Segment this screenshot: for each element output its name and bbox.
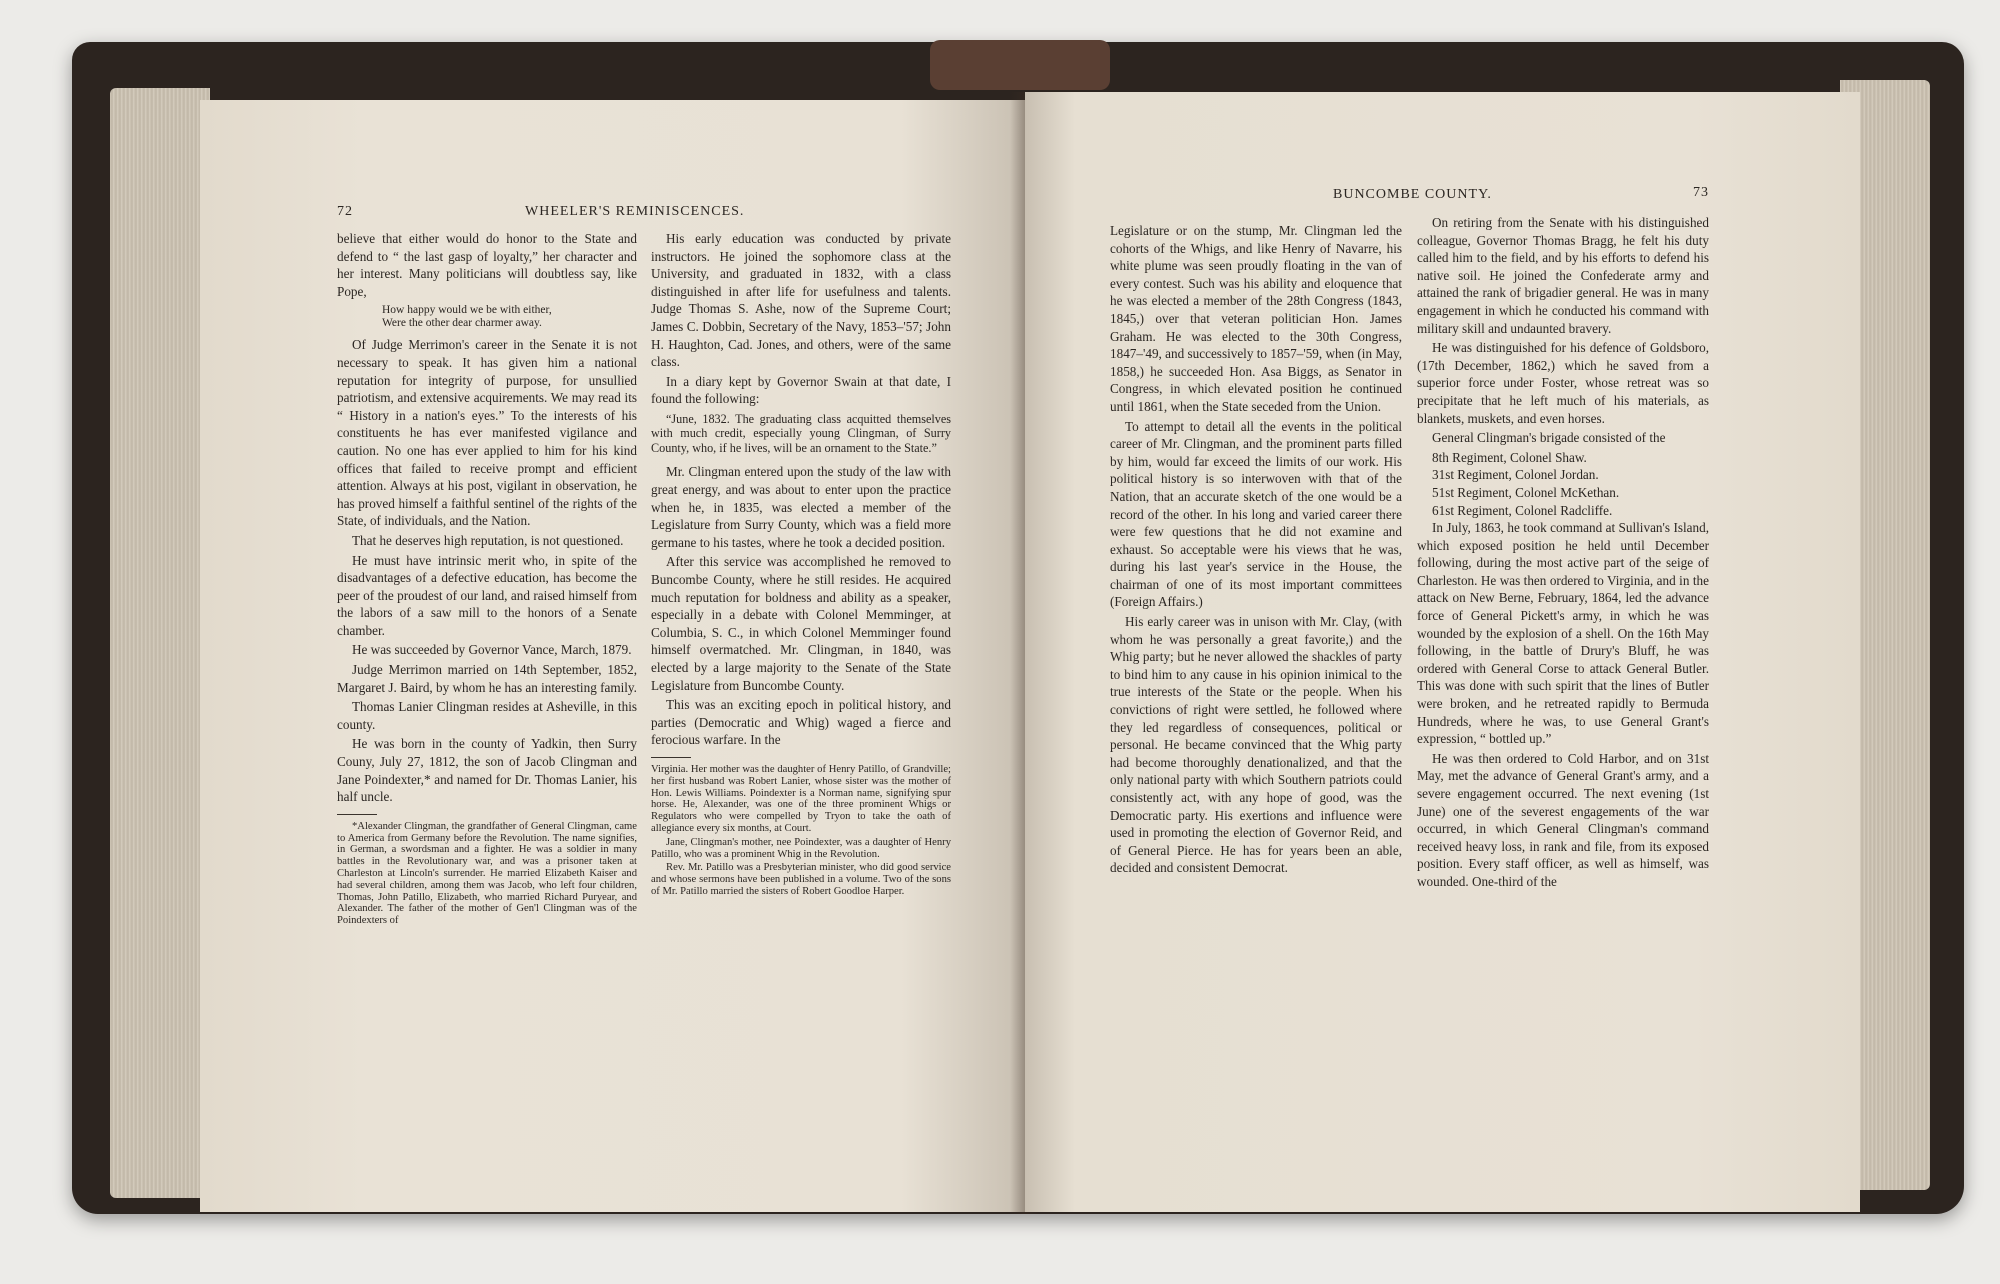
paragraph: Mr. Clingman entered upon the study of the law with great energy, and was about to enter upon the practice when he, in 1835, was elected a member of the Legislature from Surry County, which was a field more germane to his tastes, where he took a decided position. xyxy=(651,464,951,550)
paragraph: He was then ordered to Cold Harbor, and on 31st May, met the advance of General Grant's army, and a severe engagement occurred. The next evening (1st June) one of the severest engagements of the war occurred, in which General Clingman's command received heavy loss, in rank and file, from its exposed position. Every staff officer, as well as himself, was wounded. One-third of the xyxy=(1417,750,1709,889)
footnote: Virginia. Her mother was the daughter of Henry Patillo, of Grandville; her first husband was Robert Lanier, whose sister was the mother of Hon. Lewis Williams. Poindexter is a Norman name, signifying spur horse. He, Alexander, was one of the three prominent Whigs or Regulators who were compelled by Tryon to take the oath of allegiance every six months, at Court. xyxy=(651,763,951,834)
paragraph: That he deserves high reputation, is not questioned. xyxy=(352,532,624,548)
paragraph: After this service was accomplished he removed to Buncombe County, where he still resides. He acquired much reputation for boldness and ability as a speaker, especially in a debate with Colonel Memminger, at Columbia, S. C., in which Colonel Memminger found himself overmatched. Mr. Clingman, in 1840, was elected by a large majority to the Senate of the State Legislature from Buncombe County. xyxy=(651,554,951,693)
footnote: Rev. Mr. Patillo was a Presbyterian minister, who did good service and whose sermons have been published in a volume. Two of the sons of Mr. Patillo married the sisters of Robert Goodloe Harper. xyxy=(651,862,951,897)
verse-line: Were the other dear charmer away. xyxy=(382,317,542,330)
left-column-2 xyxy=(651,230,951,900)
regiment-list-item: 51st Regiment, Colonel McKethan. xyxy=(1432,484,1620,500)
paragraph: General Clingman's brigade consisted of the xyxy=(1432,430,1666,446)
paragraph: Legislature or on the stump, Mr. Clingman led the cohorts of the Whigs, and like Henry of Navarre, his white plume was seen proudly floating in the van of every contest. Such was his ability and eloquence that he was elected a member of the 28th Congress (1843, 1845,) over that veteran politician Hon. James Graham. He was elected to the 30th Congress, 1847–'49, and successively to 1857–'59, when (in May, 1858,) he succeeded Hon. Asa Biggs, as Senator in Congress, in which elevated position he continued until 1861, when the State seceded from the Union. xyxy=(1110,223,1402,414)
paragraph: Of Judge Merrimon's career in the Senate it is not necessary to speak. It has given him a national reputation for integrity of purpose, for unsullied patriotism, and extensive acquirements. We may read its “ History in a nation's eyes.” To the interests of his constituents he has ever manifested vigilance and caution. No one has ever applied to him for his kind offices that failed to receive prompt and efficient attention. Always at his post, vigilant in observation, he has proved himself a faithful sentinel of the rights of the State, of individuals, and the Nation. xyxy=(337,337,637,529)
verse-line: How happy would we be with either, xyxy=(382,304,552,317)
footnote-rule xyxy=(337,814,377,815)
right-page xyxy=(1025,92,1860,1212)
paragraph: He must have intrinsic merit who, in spite of the disadvantages of a defective education, has become the peer of the proudest of our land, and raised himself from the labors of a saw mill to the honors of a Senate chamber. xyxy=(337,552,637,638)
right-page-number: 73 xyxy=(1693,185,1709,200)
right-running-head: BUNCOMBE COUNTY. xyxy=(1333,187,1492,202)
left-page-number: 72 xyxy=(337,204,353,219)
diary-quote: “June, 1832. The graduating class acquitted themselves with much credit, especially young Clingman, of Surry County, who, if he lives, will be an ornament to the State.” xyxy=(651,411,951,455)
footnote-rule xyxy=(651,757,691,758)
right-column-2 xyxy=(1417,214,1709,893)
regiment-list-item: 61st Regiment, Colonel Radcliffe. xyxy=(1432,502,1613,518)
paragraph: In July, 1863, he took command at Sullivan's Island, which exposed position he held until December following, during the most active part of the seige of Charleston. He was then ordered to Virginia, and in the attack on New Berne, February, 1864, led the advance force of General Pickett's army, in which he was wounded by the explosion of a shell. On the 16th May following, in the battle of Drury's Bluff, he was ordered with General Corse to attack General Butler. This was done with such spirit that the lines of Butler were broken, and he retreated rapidly to Bermuda Hundreds, where he was, to use General Grant's expression, “ bottled up.” xyxy=(1417,520,1709,747)
left-page-edges xyxy=(110,88,210,1198)
paragraph: His early career was in unison with Mr. Clay, (with whom he was personally a great favorite,) and the Whig party; but he never allowed the shackles of party to bind him to any cause in his opinion inimical to the true interests of the State or the people. When his convictions of right were settled, he followed where they led regardless of consequences, political or personal. He became convinced that the Whig party had become thoroughly denationalized, and that the only national party with which Southern patriots could consistently act, with any hope of good, was the Democratic party. His exertions and influence were used in promoting the election of Governor Reid, and of General Pierce. He has for years been an able, decided and consistent Democrat. xyxy=(1110,614,1402,876)
verse xyxy=(382,304,637,330)
paragraph: He was succeeded by Governor Vance, March, 1879. xyxy=(352,642,632,658)
right-column-1 xyxy=(1110,222,1402,879)
paragraph: He was born in the county of Yadkin, then Surry Couny, July 27, 1812, the son of Jacob Clingman and Jane Poindexter,* and named for Dr. Thomas Lanier, his half uncle. xyxy=(337,736,637,805)
paragraph: believe that either would do honor to the State and defend to “ the last gasp of loyalty,” her character and her interest. Many politicians will doubtless say, like Pope, xyxy=(337,231,637,299)
footnote: Jane, Clingman's mother, nee Poindexter, was a daughter of Henry Patillo, who was a prominent Whig in the Revolution. xyxy=(651,836,951,860)
left-page xyxy=(200,100,1025,1212)
paragraph: In a diary kept by Governor Swain at that date, I found the following: xyxy=(651,373,951,407)
paragraph: This was an exciting epoch in political history, and parties (Democratic and Whig) waged a fierce and ferocious warfare. In the xyxy=(651,697,951,748)
regiment-list-item: 8th Regiment, Colonel Shaw. xyxy=(1432,449,1587,465)
paragraph: To attempt to detail all the events in the political career of Mr. Clingman, and the prominent parts filled by him, would far exceed the limits of our work. His political history is so interwoven with that of the Nation, that an accurate sketch of the one would be a record of the other. In his long and varied career there were few questions that he did not examine and exhaust. So acceptable were his views that he was, during his last year's service in the House, the chairman of one of its most important committees (Foreign Affairs.) xyxy=(1110,418,1402,610)
regiment-list-item: 31st Regiment, Colonel Jordan. xyxy=(1432,467,1599,483)
paragraph: His early education was conducted by private instructors. He joined the sophomore class at the University, and graduated in 1832, with a class distinguished in after life for usefulness and talents. Judge Thomas S. Ashe, now of the Supreme Court; James C. Dobbin, Secretary of the Navy, 1853–'57; John H. Haughton, Cad. Jones, and others, were of the same class. xyxy=(651,231,951,370)
left-running-head: WHEELER'S REMINISCENCES. xyxy=(525,204,745,219)
paragraph: Thomas Lanier Clingman resides at Asheville, in this county. xyxy=(337,699,637,732)
book-spine xyxy=(930,40,1110,90)
paragraph: Judge Merrimon married on 14th September, 1852, Margaret J. Baird, by whom he has an interesting family. xyxy=(337,662,637,695)
left-column-1 xyxy=(337,230,637,929)
paragraph: On retiring from the Senate with his distinguished colleague, Governor Thomas Bragg, he felt his duty called him to the field, and by his efforts to defend his native soil. He joined the Confederate army and attained the rank of brigadier general. He was in many engagement in which he conducted his command with military skill and undaunted bravery. xyxy=(1417,215,1709,336)
paragraph: He was distinguished for his defence of Goldsboro, (17th December, 1862,) which he saved from a superior force under Foster, whose retreat was so precipitate that he left much of his materials, as blankets, muskets, and even horses. xyxy=(1417,340,1709,426)
footnote: *Alexander Clingman, the grandfather of General Clingman, came to America from Germany before the Revolution. The name signifies, in German, a swordsman and a fighter. He was a soldier in many battles in the Revolutionary war, and was a prisoner taken at Charleston at Lincoln's surrender. He married Elizabeth Kaiser and had several children, among them was Jacob, who left four children, Thomas, John Patillo, Elizabeth, who married Richard Puryear, and Alexander. The father of the mother of Gen'l Clingman was of the Poindexters of xyxy=(337,820,637,927)
